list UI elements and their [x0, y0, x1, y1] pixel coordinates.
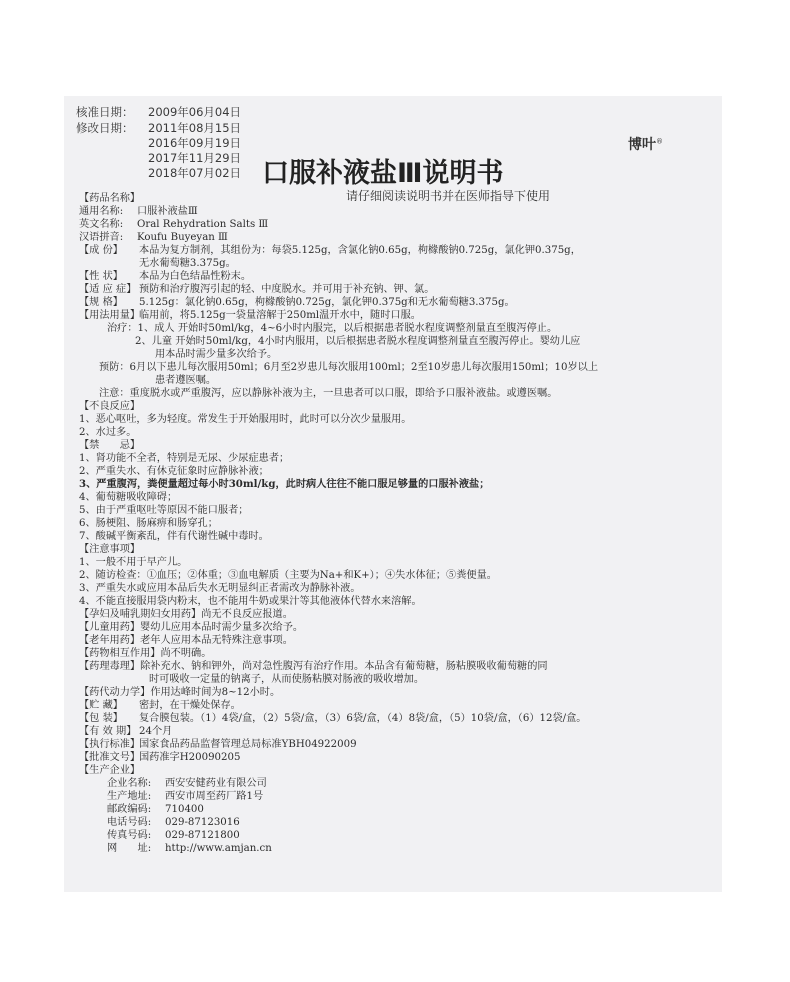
geriatric-row: 【老年用药】老年人应用本品无特殊注意事项。 [79, 635, 293, 646]
caution-item: 1、一般不用于早产儿。 [79, 557, 188, 568]
contra-item: 3、严重腹泻，粪便量超过每小时30ml/kg，此时病人往往不能口服足够量的口服补液盐； [79, 478, 490, 490]
manufacturer-zip-row: 邮政编码: 710400 [107, 804, 204, 815]
revision-date-2: 2016年09月19日 [148, 136, 242, 150]
contra-item: 4、葡萄糖吸收障碍； [79, 492, 178, 503]
approval-date-row [76, 104, 241, 120]
pregnancy-row: 【孕妇及哺乳期妇女用药】尚无不良反应报道。 [79, 609, 293, 620]
manufacturer-website-row: 网 址: http://www.amjan.cn [107, 843, 272, 854]
standard-row: 【执行标准】国家食品药品监督管理总局标准YBH04922009 [79, 739, 357, 750]
adverse-item-2: 2、水过多。 [79, 427, 137, 438]
pinyin-name-row: 汉语拼音: Koufu Buyeyan Ⅲ [79, 232, 228, 243]
manufacturer-address-row: 生产地址: 西安市周至药厂路1号 [107, 791, 264, 802]
composition-row: 【成 份】 本品为复方制剂，其组份为：每袋5.125g，含氯化钠0.65g，枸橼酸钠0.725g，氯化钾0.375g， [79, 245, 581, 256]
interaction-row: 【药物相互作用】尚不明确。 [79, 648, 212, 659]
contra-item: 5、由于严重呕吐等原因不能口服者； [79, 505, 249, 516]
treatment-adult-row: 治疗：1、成人 开始时50ml/kg，4~6小时内服完，以后根据患者脱水程度调整剂量直至腹泻停止。 [107, 323, 558, 334]
revision-date-1: 2011年08月15日 [148, 121, 242, 135]
caution-item: 4、不能直接服用袋内粉末，也不能用牛奶或果汁等其他液体代替水来溶解。 [79, 596, 422, 607]
specification-row: 【规 格】 5.125g：氯化钠0.65g，枸橼酸钠0.725g，氯化钾0.375g和无水葡萄糖3.375g。 [79, 297, 515, 308]
validity-row: 【有 效 期】 24个月 [79, 726, 173, 737]
section-adverse: 【不良反应】 [79, 401, 141, 412]
usage-row: 【用法用量】临用前，将5.125g一袋量溶解于250ml温开水中，随时口服。 [79, 310, 421, 321]
prevention-row-cont: 患者遵医嘱。 [155, 375, 217, 386]
revision-date-row [76, 120, 241, 136]
section-precautions: 【注意事项】 [79, 544, 141, 555]
contra-item: 7、酸碱平衡紊乱，伴有代谢性碱中毒时。 [79, 531, 269, 542]
treatment-child-row: 2、儿童 开始时50ml/kg，4小时内服用，以后根据患者脱水程度调整剂量直至腹泻停止。婴幼儿应 [135, 336, 581, 347]
caution-item: 2、随访检查：①血压；②体重；③血电解质（主要为Na+和K+）；④失水体征；⑤粪便量。 [79, 570, 497, 581]
document-subtitle: 请仔细阅读说明书并在医师指导下使用 [346, 189, 551, 203]
contra-item: 6、肠梗阻、肠麻痹和肠穿孔； [79, 518, 218, 529]
generic-name-row: 通用名称: 口服补液盐Ⅲ [79, 206, 198, 217]
manufacturer-name-row: 企业名称: 西安安健药业有限公司 [107, 778, 267, 789]
revision-date-row-2 [76, 135, 241, 151]
approval-number-row: 【批准文号】国药准字H20090205 [79, 752, 241, 763]
document-title: 口服补液盐Ⅲ说明书 [262, 158, 504, 189]
pharmacology-row: 【药理毒理】除补充水、钠和钾外，尚对急性腹泻有治疗作用。本品含有葡萄糖，肠粘膜吸收葡萄糖的同 [79, 661, 548, 672]
adverse-item-1: 1、恶心呕吐，多为轻度。常发生于开始服用时，此时可以分次少量服用。 [79, 414, 412, 425]
caution-item: 3、严重失水或应用本品后失水无明显纠正者需改为静脉补液。 [79, 583, 361, 594]
indications-row: 【适 应 症】 预防和治疗腹泻引起的轻、中度脱水。并可用于补充钠、钾、氯。 [79, 284, 435, 295]
english-name-row: 英文名称: Oral Rehydration Salts Ⅲ [79, 219, 269, 230]
website-link: http://www.amjan.cn [165, 843, 272, 854]
contra-item: 2、严重失水、有休克征象时应静脉补液； [79, 466, 269, 477]
approval-date-label: 核准日期： [76, 105, 134, 119]
manufacturer-fax-row: 传真号码: 029-87121800 [107, 830, 240, 841]
pharmacology-row-cont: 时可吸收一定量的钠离子，从而使肠粘膜对肠液的吸收增加。 [149, 674, 425, 685]
revision-date-4: 2018年07月02日 [148, 166, 242, 180]
leaflet-body [79, 192, 715, 855]
pharmacokinetics-row: 【药代动力学】作用达峰时间为8~12小时。 [79, 687, 281, 698]
properties-row: 【性 状】 本品为白色结晶性粉末。 [79, 271, 252, 282]
contra-item: 1、肾功能不全者，特别是无尿、少尿症患者； [79, 453, 290, 464]
treatment-child-row-cont: 用本品时需少量多次给予。 [155, 349, 278, 360]
manufacturer-phone-row: 电话号码: 029-87123016 [107, 817, 240, 828]
packaging-row: 【包 装】 复合膜包装。（1）4袋/盒，（2）5袋/盒，（3）6袋/盒，（4）8袋/盒，（5）10袋/盒，（6）12袋/盒。 [79, 713, 587, 724]
revision-date-row-4 [76, 165, 241, 181]
approval-date: 2009年06月04日 [148, 105, 242, 119]
section-contraindications: 【禁 忌】 [79, 440, 141, 451]
leaflet-sheet [64, 96, 722, 892]
section-manufacturer: 【生产企业】 [79, 765, 141, 776]
revision-date-row-3 [76, 150, 241, 166]
revision-date-label: 修改日期： [76, 121, 134, 135]
section-drug-name: 【药品名称】 [79, 193, 141, 204]
revision-date-3: 2017年11月29日 [148, 151, 242, 165]
note-row: 注意：重度脱水或严重腹泻，应以静脉补液为主，一旦患者可以口服，即给予口服补液盐。或遵医嘱。 [99, 388, 558, 399]
storage-row: 【贮 藏】 密封，在干燥处保存。 [79, 700, 241, 711]
brand-logo: 博叶® [628, 137, 663, 153]
pediatric-row: 【儿童用药】婴幼儿应用本品时需少量多次给予。 [79, 622, 304, 633]
composition-row-cont: 无水葡萄糖3.375g。 [139, 258, 236, 269]
prevention-row: 预防：6月以下患儿每次服用50ml；6月至2岁患儿每次服用100ml；2至10岁患儿每次服用150ml；10岁以上 [99, 362, 599, 373]
